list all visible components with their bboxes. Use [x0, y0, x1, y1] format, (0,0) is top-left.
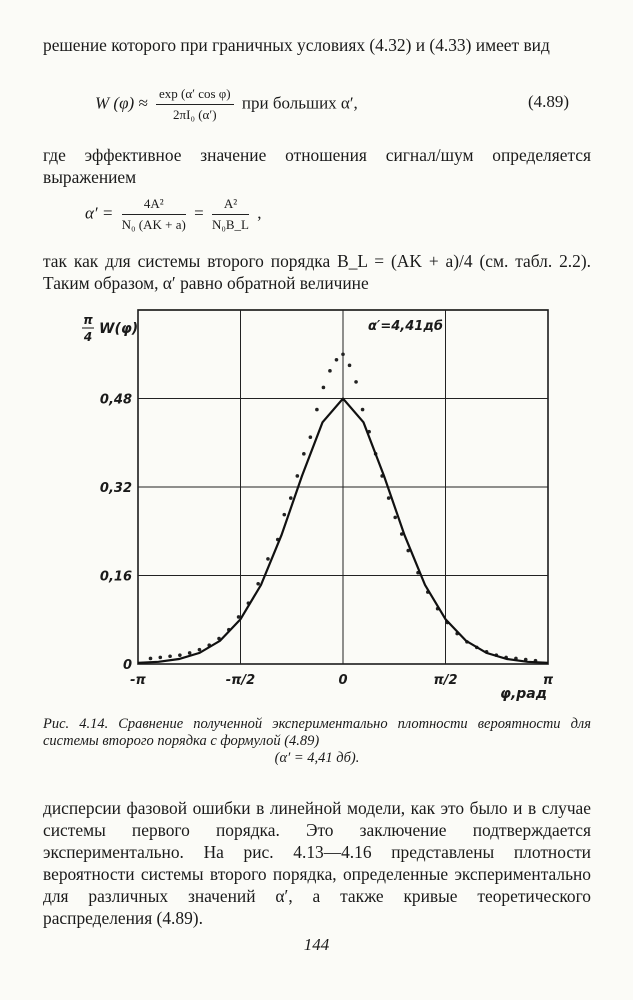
- intro-paragraph: решение которого при граничных условиях (4.32) и (4.33) имеет вид: [43, 35, 550, 55]
- equation-alpha: [85, 196, 261, 233]
- experimental-point: [335, 358, 339, 362]
- caption-text: Рис. 4.14. Сравнение полученной экспериментально плотности вероятности для системы второго порядка с формулой (4.89): [43, 716, 591, 749]
- experimental-point: [387, 496, 391, 500]
- x-tick-label: π: [542, 673, 554, 688]
- experimental-point: [256, 582, 260, 586]
- y-tick-label: 0: [122, 658, 132, 673]
- experimental-point: [354, 380, 358, 384]
- second-paragraph: так как для системы второго порядка B_L = (AK + a)/4 (см. табл. 2.2). Таким образом, α′ равно обратной величине: [43, 251, 591, 293]
- experimental-point: [328, 369, 332, 373]
- ylabel-denominator: 4: [83, 330, 93, 344]
- alpha-denominator-2: N₀B_L: [211, 217, 249, 232]
- ylabel: W(φ): [99, 321, 139, 337]
- experimental-point: [289, 496, 293, 500]
- equation-tail: при больших α′,: [241, 93, 358, 113]
- y-tick-label: 0,48: [99, 392, 132, 408]
- alpha-denominator-1: N₀ (AK + a): [121, 217, 186, 232]
- tick-labels: [100, 393, 554, 689]
- experimental-point: [361, 408, 365, 412]
- experimental-point: [393, 516, 397, 520]
- experimental-point: [296, 474, 300, 478]
- experimental-point: [341, 352, 345, 356]
- x-tick-label: -π: [130, 673, 146, 688]
- equation-lhs: W (φ) ≈: [95, 93, 148, 113]
- x-tick-label: 0: [338, 673, 348, 688]
- alpha-tail: ,: [257, 203, 262, 223]
- caption-alpha: (α′ = 4,41 дб).: [274, 750, 360, 766]
- alpha-numerator-1: 4A²: [122, 196, 186, 215]
- probability-density-chart: [0, 300, 633, 708]
- experimental-point: [266, 557, 270, 561]
- alpha-numerator-2: A²: [212, 196, 249, 215]
- experimental-point: [315, 408, 319, 412]
- equation-numerator: exp (α′ cos φ): [156, 86, 234, 105]
- experimental-point: [168, 654, 172, 658]
- experimental-point: [282, 513, 286, 517]
- experimental-point: [178, 653, 182, 657]
- experimental-point: [348, 364, 352, 368]
- equation-denominator: 2πI₀ (α′): [173, 107, 217, 122]
- experimental-point: [302, 452, 306, 456]
- alpha-fraction-2: [212, 196, 249, 233]
- xlabel: φ,рад: [500, 686, 548, 702]
- x-tick-label: π/2: [433, 673, 458, 688]
- alpha-equals: =: [194, 203, 204, 223]
- third-paragraph: дисперсии фазовой ошибки в линейной модели, как это было и в случае системы первого порядка. Это заключение подтверждается экспериментально. На рис. 4.13—4.16 представлены плотности вероятности системы второго порядка, определенные экспериментально для различных значений α′, а также кривые теоретического распределения (4.89).: [43, 798, 591, 928]
- figure-caption: [43, 716, 591, 767]
- equation-fraction: [156, 86, 234, 123]
- experimental-point: [188, 651, 192, 655]
- ylabel-numerator: π: [83, 313, 93, 327]
- y-tick-label: 0,16: [99, 569, 132, 585]
- mid-paragraph: где эффективное значение отношения сигнал/шум определяется выражением: [43, 145, 591, 187]
- alpha-fraction-1: [122, 196, 186, 233]
- experimental-point: [198, 648, 202, 652]
- annotation-alpha: α′=4,41дб: [368, 319, 443, 334]
- x-tick-label: -π/2: [225, 673, 256, 688]
- experimental-point: [158, 656, 162, 660]
- experimental-point: [149, 657, 153, 661]
- equation-4-89: [95, 86, 358, 123]
- chart-grid: [138, 310, 548, 664]
- equation-number: (4.89): [528, 92, 570, 111]
- page-number: 144: [303, 935, 330, 954]
- experimental-point: [309, 435, 313, 439]
- y-tick-label: 0,32: [99, 481, 132, 496]
- alpha-lhs: α′ =: [85, 203, 114, 223]
- experimental-point: [322, 386, 326, 390]
